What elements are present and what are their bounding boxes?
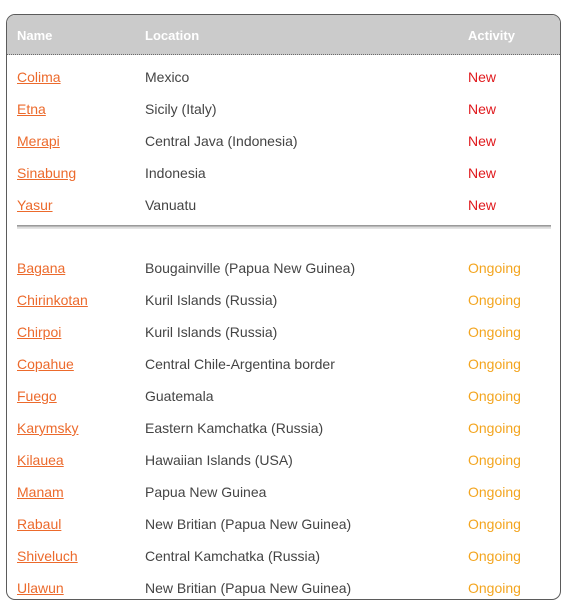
activity-status: Ongoing <box>468 548 521 564</box>
activity-status: Ongoing <box>468 388 521 404</box>
volcano-name-link[interactable]: Etna <box>17 101 46 117</box>
volcano-location: Sicily (Italy) <box>145 101 217 117</box>
volcano-location: Papua New Guinea <box>145 484 267 500</box>
table-row <box>7 125 560 157</box>
volcano-name-link[interactable]: Chirinkotan <box>17 292 88 308</box>
volcano-name-link[interactable]: Ulawun <box>17 580 64 596</box>
activity-status: Ongoing <box>468 484 521 500</box>
table-row <box>7 380 560 412</box>
table-row <box>7 476 560 508</box>
activity-status: New <box>468 69 497 85</box>
volcano-name-link[interactable]: Fuego <box>17 388 57 404</box>
volcano-location: Hawaiian Islands (USA) <box>145 452 293 468</box>
volcano-location: Central Kamchatka (Russia) <box>145 548 321 564</box>
volcano-name-link[interactable]: Bagana <box>17 260 66 276</box>
activity-status: Ongoing <box>468 260 521 276</box>
header-activity[interactable]: Activity <box>468 28 515 43</box>
table-row <box>7 540 560 572</box>
activity-status: Ongoing <box>468 516 521 532</box>
volcano-location: Bougainville (Papua New Guinea) <box>145 260 356 276</box>
volcano-name-link[interactable]: Shiveluch <box>17 548 78 564</box>
volcano-activity-table <box>6 14 561 600</box>
activity-status: New <box>468 165 497 181</box>
table-row <box>7 412 560 444</box>
volcano-location: Eastern Kamchatka (Russia) <box>145 420 324 436</box>
volcano-location: New Britian (Papua New Guinea) <box>145 516 352 532</box>
table-row <box>7 252 560 284</box>
activity-status: New <box>468 133 497 149</box>
table-row <box>7 61 560 93</box>
activity-status: Ongoing <box>468 324 521 340</box>
table-header <box>7 15 560 55</box>
volcano-location: Central Java (Indonesia) <box>145 133 298 149</box>
volcano-name-link[interactable]: Copahue <box>17 356 74 372</box>
table-row <box>7 508 560 540</box>
volcano-name-link[interactable]: Chirpoi <box>17 324 62 340</box>
activity-status: Ongoing <box>468 452 521 468</box>
volcano-name-link[interactable]: Rabaul <box>17 516 62 532</box>
activity-status: Ongoing <box>468 356 521 372</box>
activity-status: New <box>468 101 497 117</box>
volcano-name-link[interactable]: Sinabung <box>17 165 77 181</box>
volcano-name-link[interactable]: Colima <box>17 69 61 85</box>
volcano-location: Guatemala <box>145 388 214 404</box>
activity-status: New <box>468 197 497 213</box>
table-row <box>7 189 560 221</box>
activity-status: Ongoing <box>468 420 521 436</box>
table-row <box>7 316 560 348</box>
volcano-name-link[interactable]: Karymsky <box>17 420 79 436</box>
volcano-name-link[interactable]: Merapi <box>17 133 60 149</box>
volcano-location: Central Chile-Argentina border <box>145 356 335 372</box>
table-row <box>7 157 560 189</box>
volcano-name-link[interactable]: Manam <box>17 484 64 500</box>
table-row <box>7 348 560 380</box>
volcano-location: New Britian (Papua New Guinea) <box>145 580 352 596</box>
table-row <box>7 93 560 125</box>
activity-status: Ongoing <box>468 580 521 596</box>
volcano-location: Kuril Islands (Russia) <box>145 324 278 340</box>
volcano-location: Vanuatu <box>145 197 197 213</box>
table-row <box>7 284 560 316</box>
activity-status: Ongoing <box>468 292 521 308</box>
table-row <box>7 444 560 476</box>
section-divider <box>17 225 551 229</box>
table-row <box>7 572 560 600</box>
volcano-location: Kuril Islands (Russia) <box>145 292 278 308</box>
volcano-name-link[interactable]: Kilauea <box>17 452 64 468</box>
header-location[interactable]: Location <box>145 28 200 43</box>
volcano-name-link[interactable]: Yasur <box>17 197 53 213</box>
volcano-location: Indonesia <box>145 165 206 181</box>
volcano-location: Mexico <box>145 69 190 85</box>
header-name[interactable]: Name <box>17 28 53 43</box>
